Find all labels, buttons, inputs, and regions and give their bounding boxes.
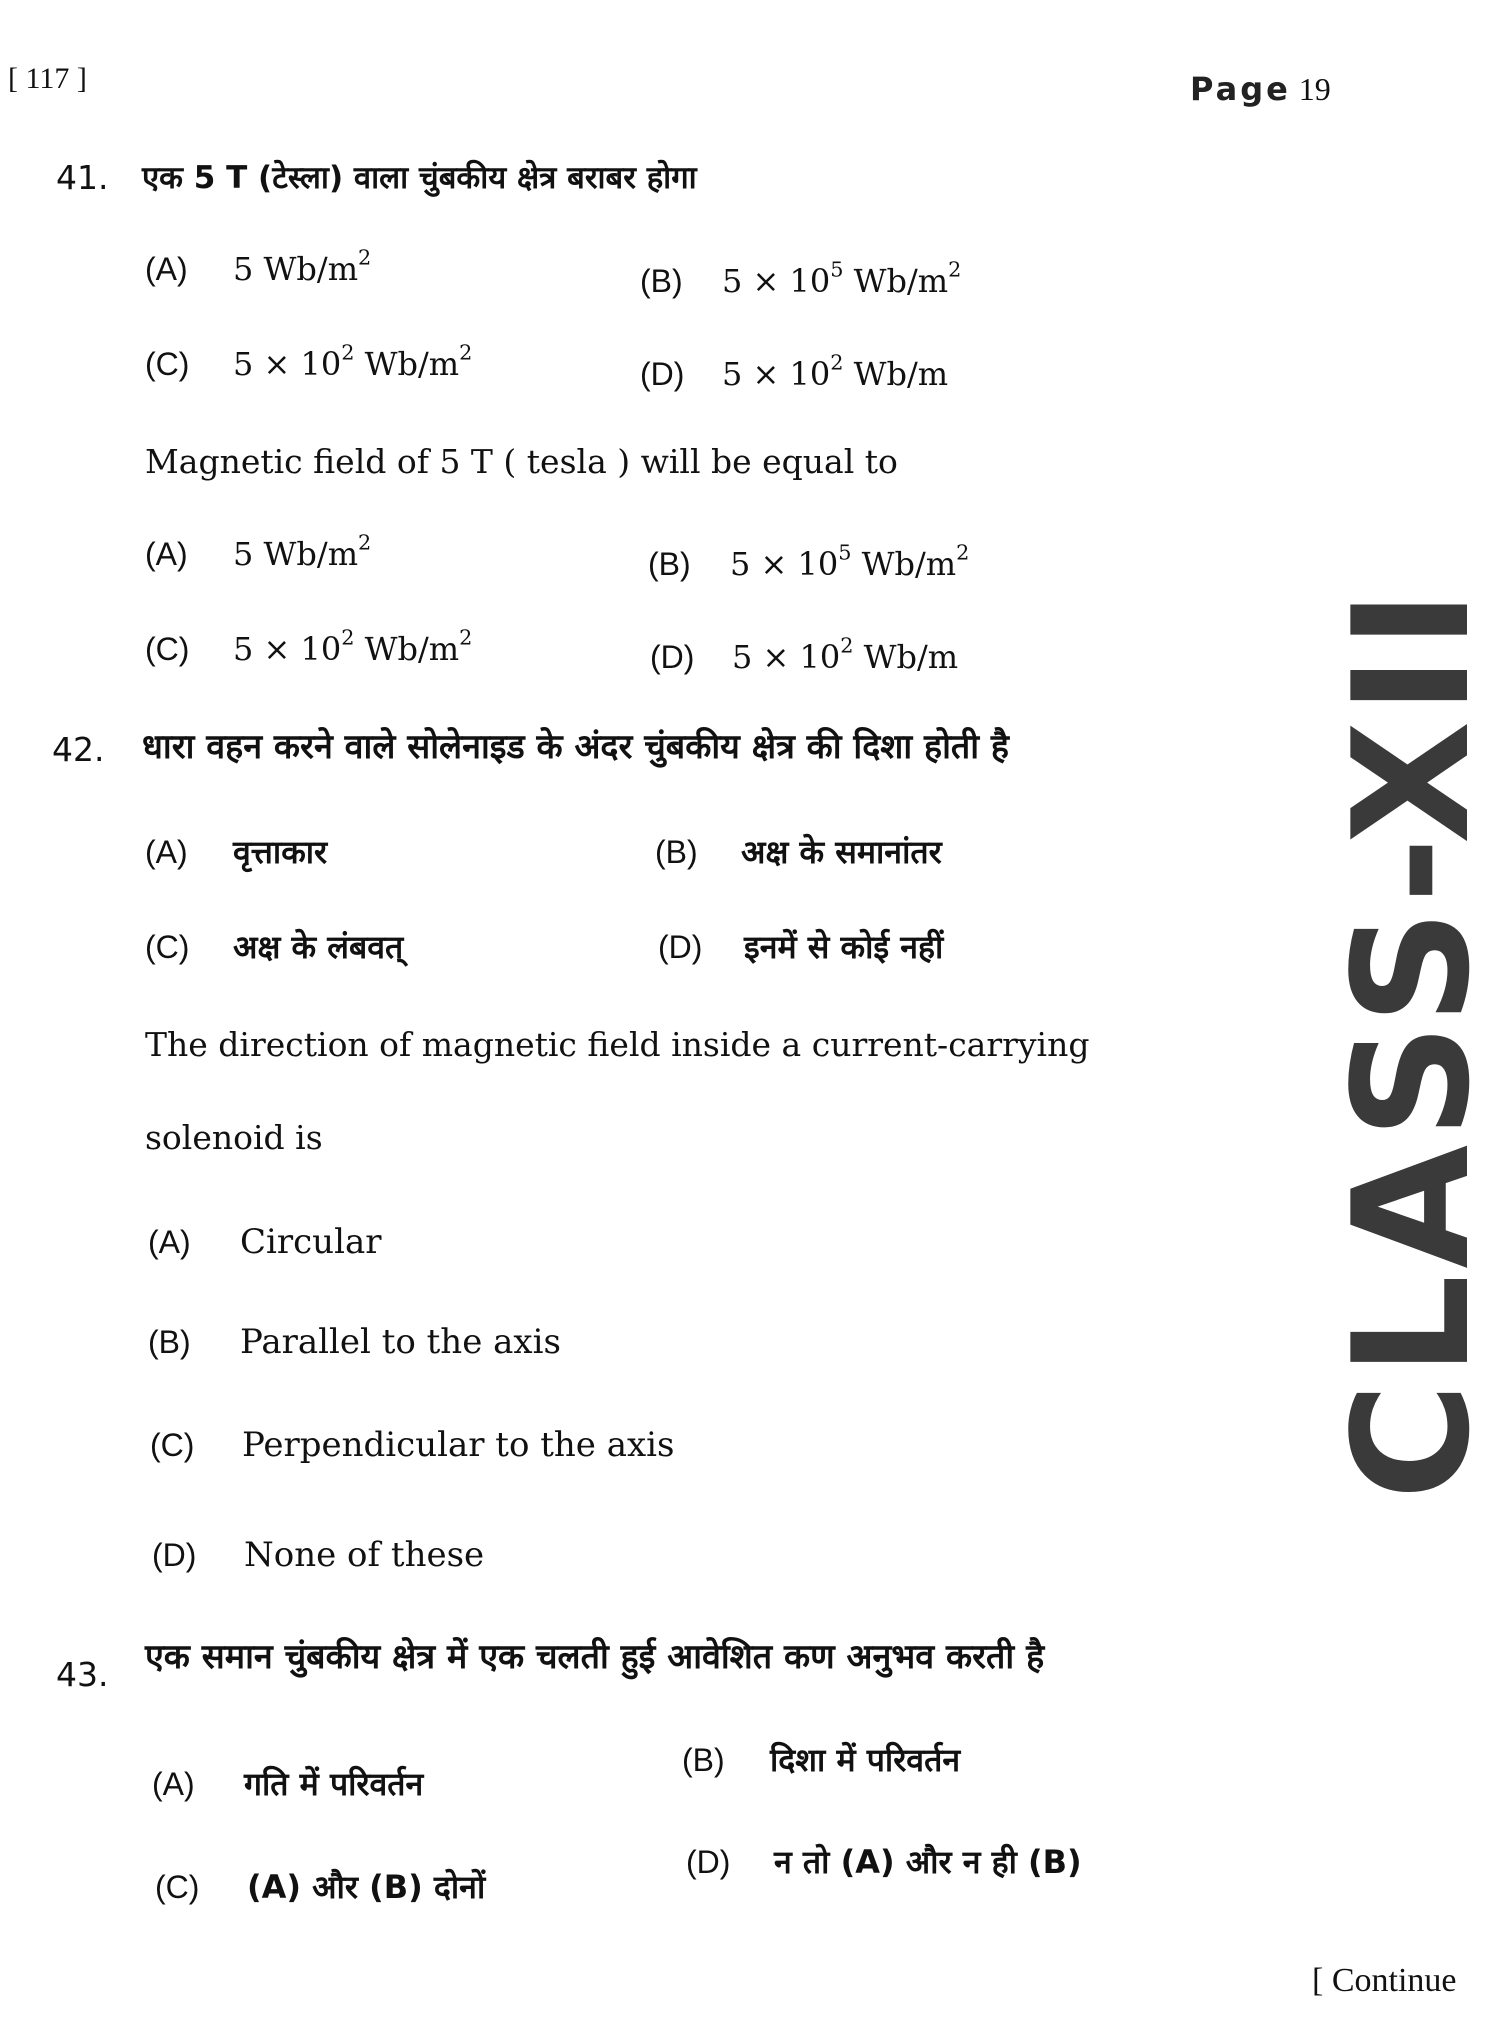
option-text: अक्ष के समानांतर	[741, 833, 942, 871]
q42-hi-option-b[interactable]	[655, 830, 942, 873]
q42-en-option-b[interactable]	[148, 1322, 561, 1362]
option-text: $5 \times 10^2$ Wb/m	[732, 633, 959, 676]
option-text: Perpendicular to the axis	[242, 1425, 675, 1465]
q42-en-option-a[interactable]	[148, 1222, 381, 1262]
option-label: (C)	[145, 631, 190, 667]
option-label: (A)	[145, 834, 188, 870]
option-label: (C)	[145, 929, 190, 965]
option-text: $5 \times 10^5$ $Wb/m^2$	[722, 257, 962, 300]
option-text: गति में परिवर्तन	[244, 1765, 424, 1803]
question-41-english-text: Magnetic field of 5 T ( tesla ) will be equal to	[145, 442, 898, 481]
option-text: (A) और (B) दोनों	[247, 1868, 486, 1906]
q41-en-option-d[interactable]	[650, 633, 959, 676]
option-label: (C)	[150, 1427, 195, 1463]
q42-en-option-c[interactable]	[150, 1425, 675, 1465]
option-text: $5 \times 10^5$ $Wb/m^2$	[730, 540, 970, 583]
option-text: 5 $Wb/m^2$	[233, 530, 372, 573]
q42-en-option-d[interactable]	[152, 1535, 484, 1575]
option-label: (A)	[145, 536, 188, 572]
question-41-number: 41.	[56, 158, 109, 197]
class-watermark: CLASS-XII	[1318, 583, 1505, 1500]
option-text: वृत्ताकार	[233, 833, 328, 871]
continued-label: [ Continue	[1312, 1962, 1457, 1999]
option-label: (C)	[155, 1869, 200, 1905]
q41-hi-option-c[interactable]	[145, 340, 473, 383]
option-text: दिशा में परिवर्तन	[770, 1741, 961, 1779]
page-number: 19	[1298, 71, 1331, 107]
question-42-number: 42.	[52, 730, 105, 769]
question-43-hindi-text: एक समान चुंबकीय क्षेत्र में एक चलती हुई आवेशित कण अनुभव करती है	[145, 1637, 1045, 1677]
question-42-hindi-text: धारा वहन करने वाले सोलेनाइड के अंदर चुंबकीय क्षेत्र की दिशा होती है	[142, 727, 1009, 767]
option-label: (A)	[145, 251, 188, 287]
option-label: (D)	[686, 1844, 731, 1880]
q41-en-option-c[interactable]	[145, 625, 473, 668]
option-label: (A)	[152, 1766, 195, 1802]
option-label: (D)	[640, 356, 685, 392]
question-42-english-text-line1: The direction of magnetic field inside a current-carrying	[145, 1025, 1090, 1064]
option-label: (C)	[145, 346, 190, 382]
page-header	[1190, 70, 1331, 108]
option-text: अक्ष के लंबवत्	[233, 928, 404, 966]
option-label: (B)	[640, 263, 683, 299]
q43-hi-option-b[interactable]	[682, 1738, 960, 1781]
option-label: (D)	[152, 1537, 197, 1573]
question-42-english-text-line2: solenoid is	[145, 1118, 323, 1157]
option-label: (B)	[682, 1742, 725, 1778]
question-41-hindi-text: एक 5 T (टेस्ला) वाला चुंबकीय क्षेत्र बराबर होगा	[142, 160, 697, 196]
q42-hi-option-d[interactable]	[658, 925, 943, 968]
q42-hi-option-c[interactable]	[145, 925, 403, 968]
page-code: [ 117 ]	[8, 62, 87, 95]
option-text: इनमें से कोई नहीं	[744, 928, 944, 966]
q41-hi-option-a[interactable]	[145, 245, 372, 288]
option-text: Parallel to the axis	[240, 1322, 561, 1362]
option-text: $5 \times 10^2$ Wb/m	[722, 350, 949, 393]
option-text: न तो (A) और न ही (B)	[774, 1843, 1082, 1881]
option-label: (D)	[650, 639, 695, 675]
option-label: (A)	[148, 1224, 191, 1260]
q42-hi-option-a[interactable]	[145, 830, 327, 873]
option-text: Circular	[240, 1222, 382, 1262]
q41-hi-option-d[interactable]	[640, 350, 949, 393]
option-label: (B)	[655, 834, 698, 870]
option-label: (B)	[148, 1324, 191, 1360]
q41-hi-option-b[interactable]	[640, 257, 962, 300]
option-text: None of these	[244, 1535, 485, 1575]
q41-en-option-a[interactable]	[145, 530, 372, 573]
q43-hi-option-d[interactable]	[686, 1840, 1082, 1883]
option-label: (D)	[658, 929, 703, 965]
q41-en-option-b[interactable]	[648, 540, 970, 583]
q43-hi-option-a[interactable]	[152, 1762, 423, 1805]
option-text: $5 \times 10^2$ $Wb/m^2$	[233, 625, 473, 668]
option-text: $5 \times 10^2$ $Wb/m^2$	[233, 340, 473, 383]
option-text: 5 $Wb/m^2$	[233, 245, 372, 288]
question-43-number: 43.	[56, 1655, 109, 1694]
page-word: Page	[1190, 70, 1291, 108]
q43-hi-option-c[interactable]	[155, 1865, 485, 1908]
option-label: (B)	[648, 546, 691, 582]
